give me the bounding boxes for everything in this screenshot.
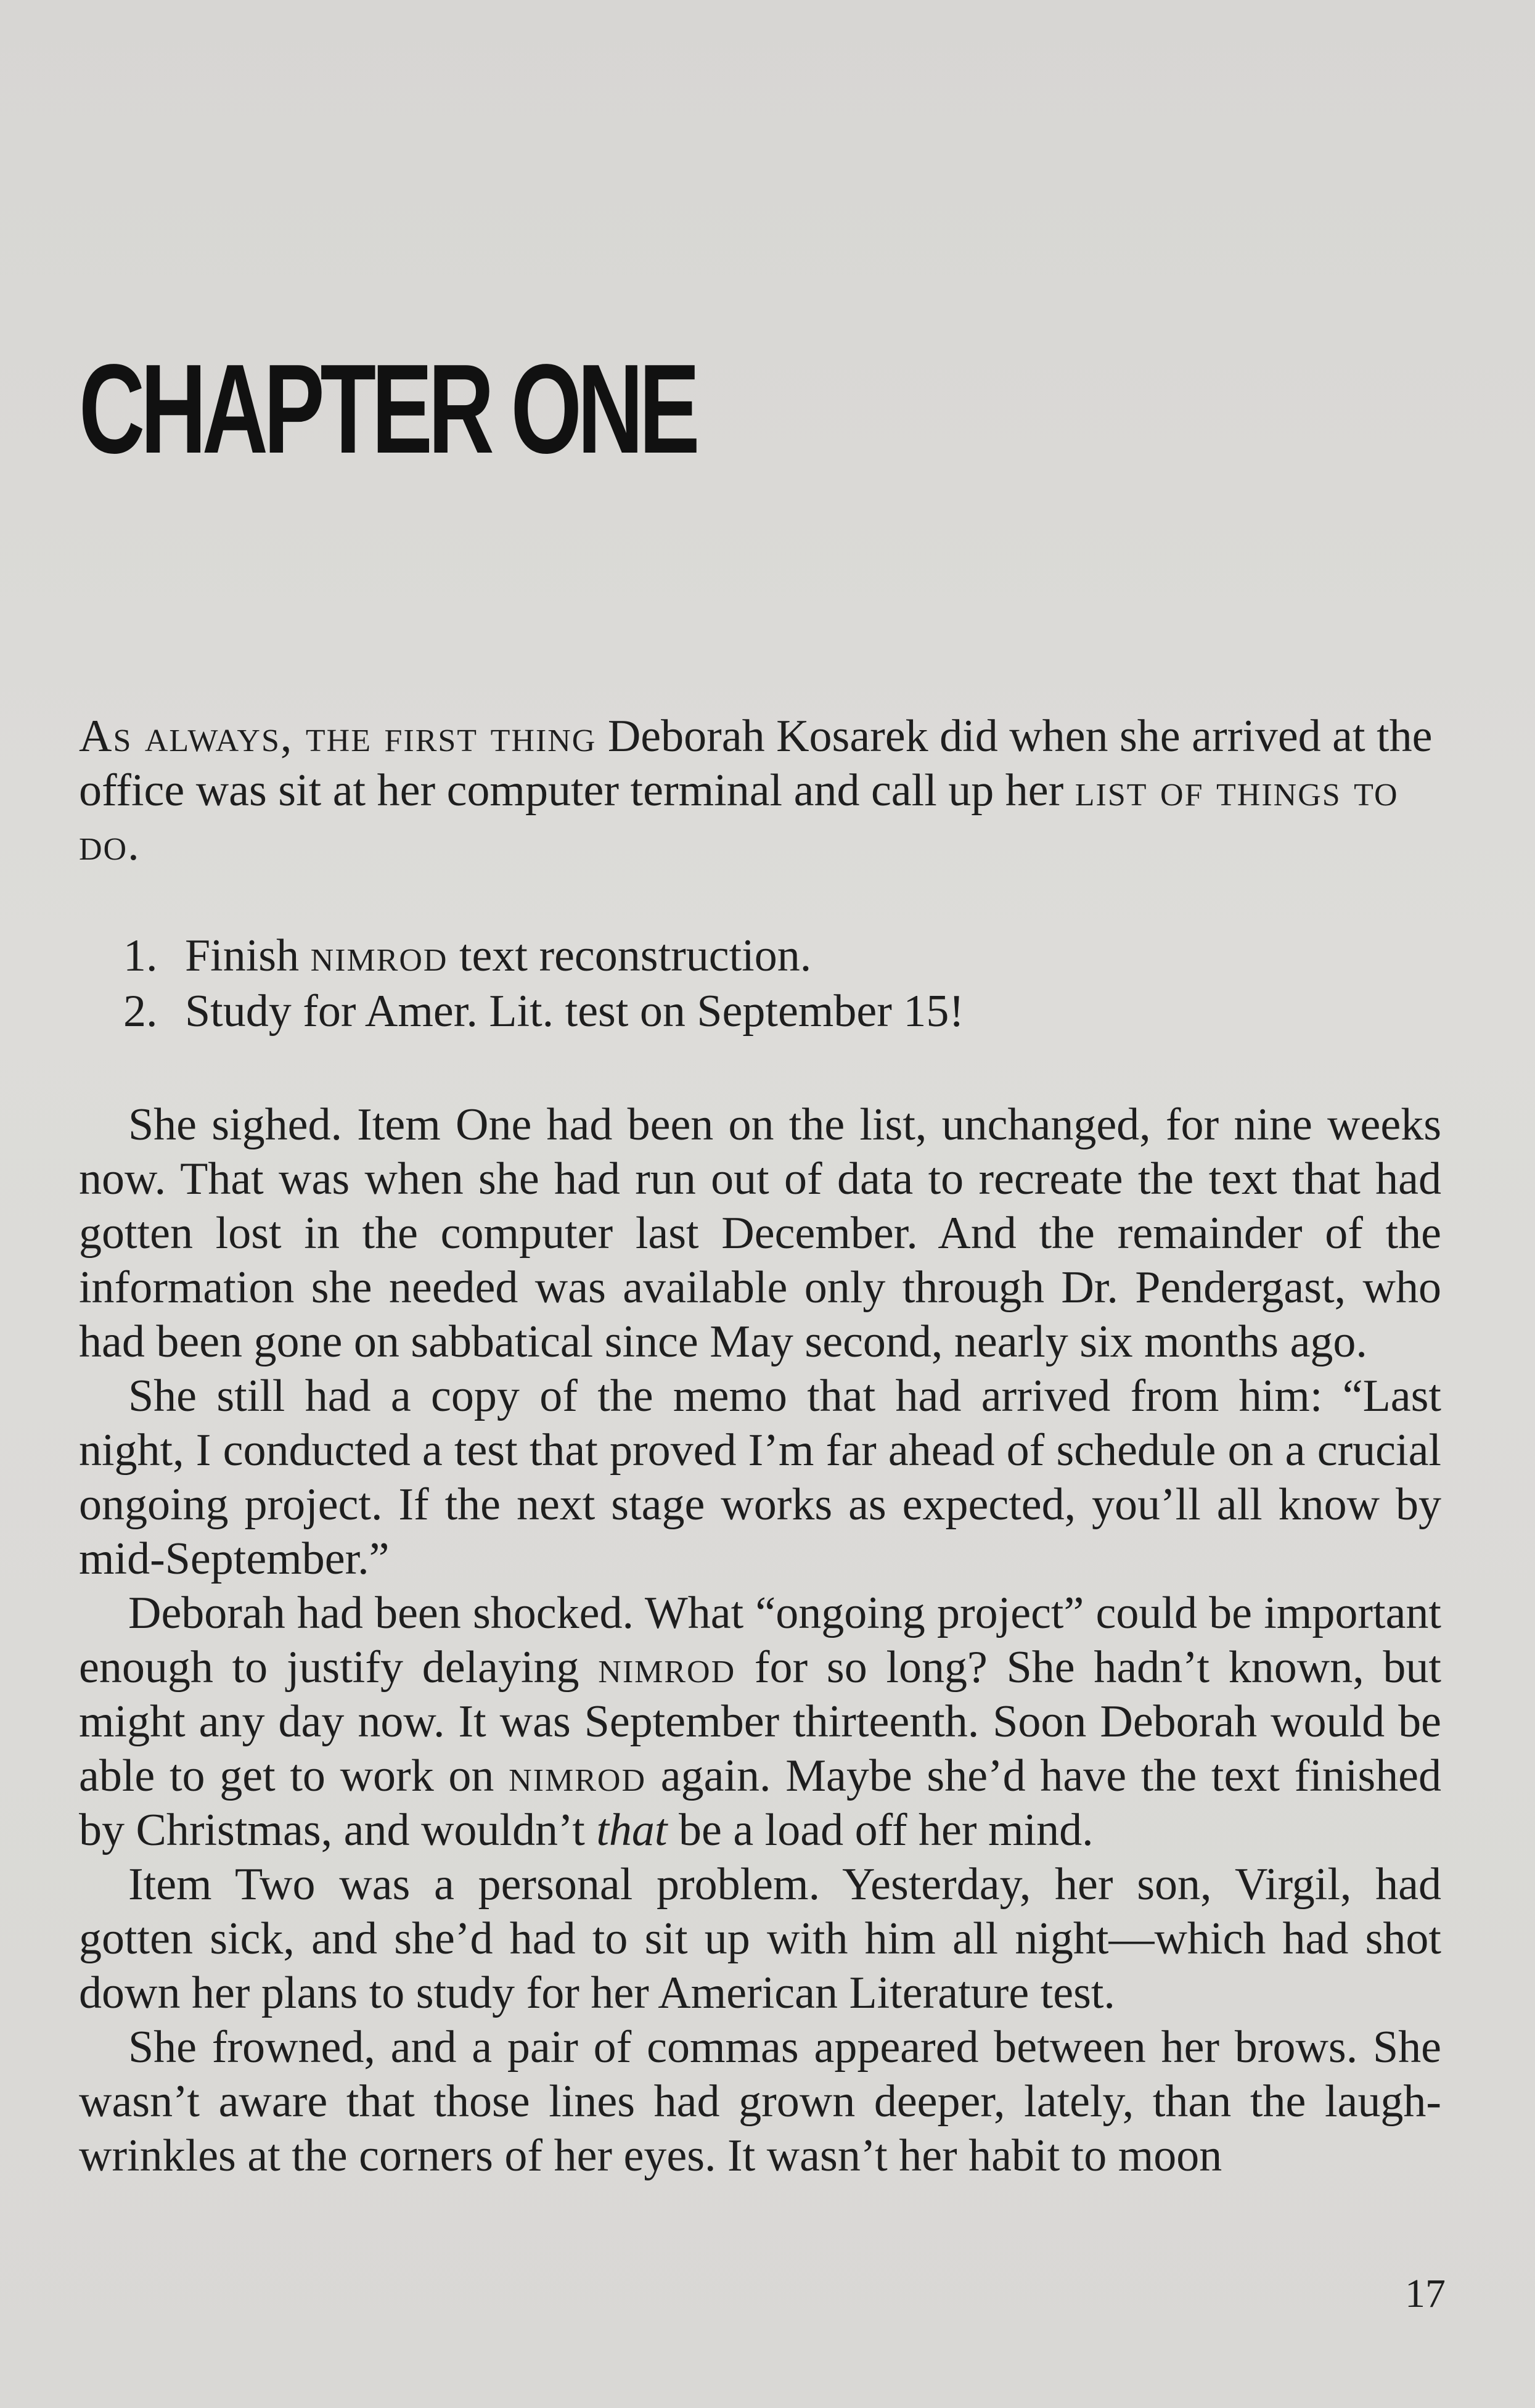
nimrod-small-caps: nimrod (509, 1751, 647, 1801)
paragraph-text: again. Maybe she’d have the text finished by Christmas, and wouldn’t (79, 1751, 1441, 1855)
paragraph: She sighed. Item One had been on the list, unchanged, for nine weeks now. That was when she had run out of data to recreate the text that had gotten lost in the computer last December. And the remainder of the information she needed was available only through Dr. Pendergast, who had been gone on sabbatical since May second, nearly six months ago. (79, 1099, 1441, 1367)
todo-nimrod-small-caps: nimrod (310, 931, 448, 981)
page-number: 17 (1405, 2271, 1446, 2316)
todo-item (123, 984, 964, 1039)
todo-list (123, 928, 964, 1039)
paragraph-text: for so long? She hadn’t known, but might any day now. It was September thirteenth. Soon Deborah would be able to get to work on (79, 1642, 1441, 1801)
paragraph-text: Deborah had been shocked. What “ongoing project” could be important enough to justify delaying (79, 1588, 1441, 1693)
opening-small-caps: As always, the first thing (79, 711, 597, 762)
paragraph: Item Two was a personal problem. Yesterday, her son, Virgil, had gotten sick, and she’d had to sit up with him all night—which had shot down her plans to study for her American Literature test. (79, 1859, 1441, 2018)
body-text (79, 1098, 1441, 2183)
todo-number: 2. (123, 986, 158, 1037)
nimrod-small-caps: nimrod (598, 1642, 736, 1693)
todo-item (123, 928, 964, 984)
paragraph (79, 1586, 1441, 1857)
italic-emphasis: that (596, 1805, 668, 1855)
todo-text: text reconstruction. (448, 931, 812, 981)
opening-period: . (128, 820, 139, 870)
opening-paragraph (79, 709, 1441, 872)
todo-number: 1. (123, 931, 158, 981)
todo-text: Study for Amer. Lit. test on September 15! (185, 986, 964, 1037)
todo-text: Finish (185, 931, 311, 981)
list-of-things-small-caps: list of things to do (79, 765, 1399, 870)
paragraph-text: be a load off her mind. (667, 1805, 1094, 1855)
chapter-title: CHAPTER ONE (79, 338, 696, 480)
paragraph: She still had a copy of the memo that had arrived from him: “Last night, I conducted a test that proved I’m far ahead of schedule on a crucial ongoing project. If the next stage works as expected, you’ll all know by mid-September.” (79, 1371, 1441, 1584)
paragraph: She frowned, and a pair of commas appeared between her brows. She wasn’t aware that those lines had grown deeper, lately, than the laugh-wrinkles at the corners of her eyes. It wasn’t her habit to moon (79, 2022, 1441, 2181)
opening-text: Deborah Kosarek did when she arrived at the office was sit at her computer terminal and call up her (79, 711, 1433, 816)
